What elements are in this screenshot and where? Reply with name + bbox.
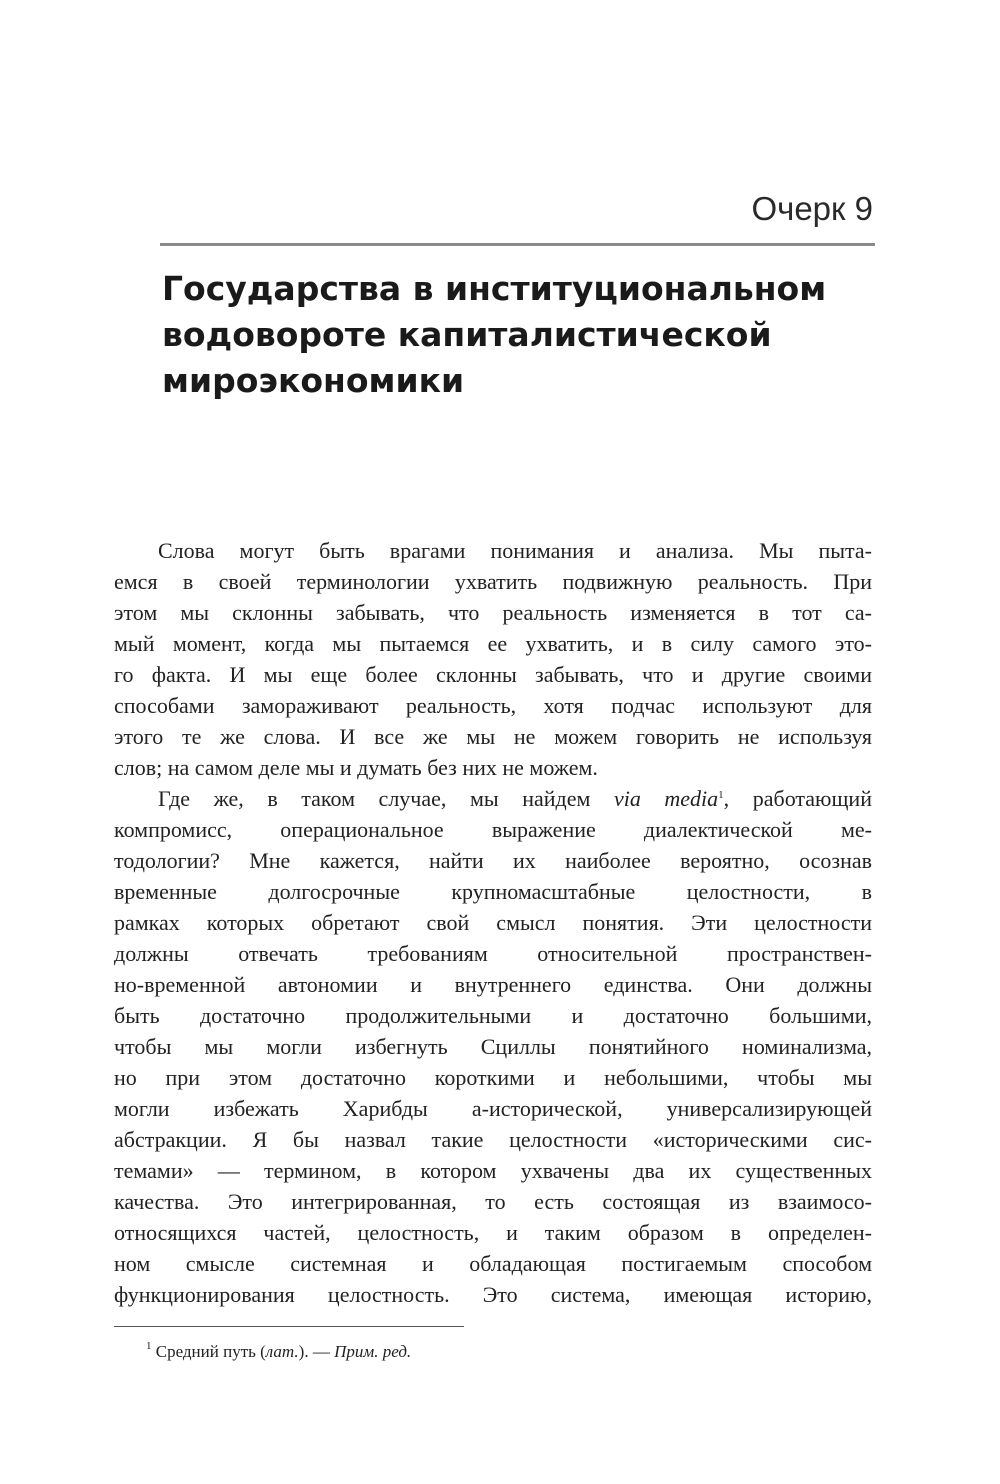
footnote [146, 1342, 411, 1362]
body-line: этом мы склонны забывать, что реальность изменяется в тот са- [114, 600, 872, 625]
body-line-text: Где же, в таком случае, мы найдем [158, 786, 614, 811]
body-line: способами замораживают реальность, хотя подчас используют для [114, 693, 872, 718]
body-line: слов; на самом деле мы и думать без них не можем. [114, 755, 598, 780]
body-line: тодологии? Мне кажется, найти их наиболее вероятно, осознав [114, 848, 872, 873]
body-line: ном смысле системная и обладающая постигаемым способом [114, 1251, 872, 1276]
footnote-text-after: ). [298, 1342, 309, 1361]
chapter-title-line: водовороте капиталистической [162, 315, 772, 354]
footnote-lang-abbr: лат. [265, 1342, 299, 1361]
body-line: го факта. И мы еще более склонны забывать, что и другие своими [114, 662, 872, 687]
footnote-dash: — [308, 1342, 335, 1361]
body-line: должны отвечать требованиям относительной пространствен- [114, 941, 872, 966]
title-divider [160, 243, 875, 246]
body-line: функционирования целостность. Это система, имеющая историю, [114, 1282, 872, 1307]
body-line: но при этом достаточно короткими и небольшими, чтобы мы [114, 1065, 872, 1090]
body-line: рамках которых обретают свой смысл понятия. Эти целостности [114, 910, 872, 935]
body-line: чтобы мы могли избегнуть Сциллы понятийного номинализма, [114, 1034, 872, 1059]
body-line: темами» — термином, в котором ухвачены два их существенных [114, 1158, 872, 1183]
body-line: могли избежать Харибды а-исторической, универсализирующей [114, 1096, 872, 1121]
body-line: этого те же слова. И все же мы не можем говорить не используя [114, 724, 872, 749]
body-line: качества. Это интегрированная, то есть состоящая из взаимосо- [114, 1189, 872, 1214]
footnote-reference[interactable]: 1 [718, 789, 724, 801]
body-line: быть достаточно продолжительными и достаточно большими, [114, 1003, 872, 1028]
essay-number-label: Очерк 9 [751, 190, 873, 227]
latin-term: via media [613, 786, 719, 811]
body-line: мый момент, когда мы пытаемся ее ухватить, и в силу самого это- [114, 631, 872, 656]
body-line: но-временной автономии и внутреннего единства. Они должны [114, 972, 872, 997]
chapter-title-line: Государства в институциональном [162, 269, 827, 308]
chapter-title-line: мироэкономики [162, 361, 465, 400]
body-line: относящихся частей, целостность, и таким образом в определен- [114, 1220, 872, 1245]
body-line: компромисс, операциональное выражение диалектической ме- [114, 817, 872, 842]
body-line: временные долгосрочные крупномасштабные целостности, в [114, 879, 872, 904]
footnote-divider [114, 1326, 464, 1327]
chapter-title [162, 266, 862, 404]
body-text [114, 535, 872, 1310]
footnote-mark: 1 [146, 1340, 152, 1352]
footnote-editor-note: Прим. ред. [334, 1342, 412, 1361]
body-line: емся в своей терминологии ухватить подвижную реальность. При [114, 569, 872, 594]
body-line-with-footnote-ref [114, 783, 872, 814]
footnote-text: Средний путь ( [155, 1342, 266, 1361]
body-line-text: , работающий [723, 786, 872, 811]
body-line: абстракции. Я бы назвал такие целостности «историческими сис- [114, 1127, 872, 1152]
body-line: Слова могут быть врагами понимания и анализа. Мы пыта- [158, 538, 872, 563]
